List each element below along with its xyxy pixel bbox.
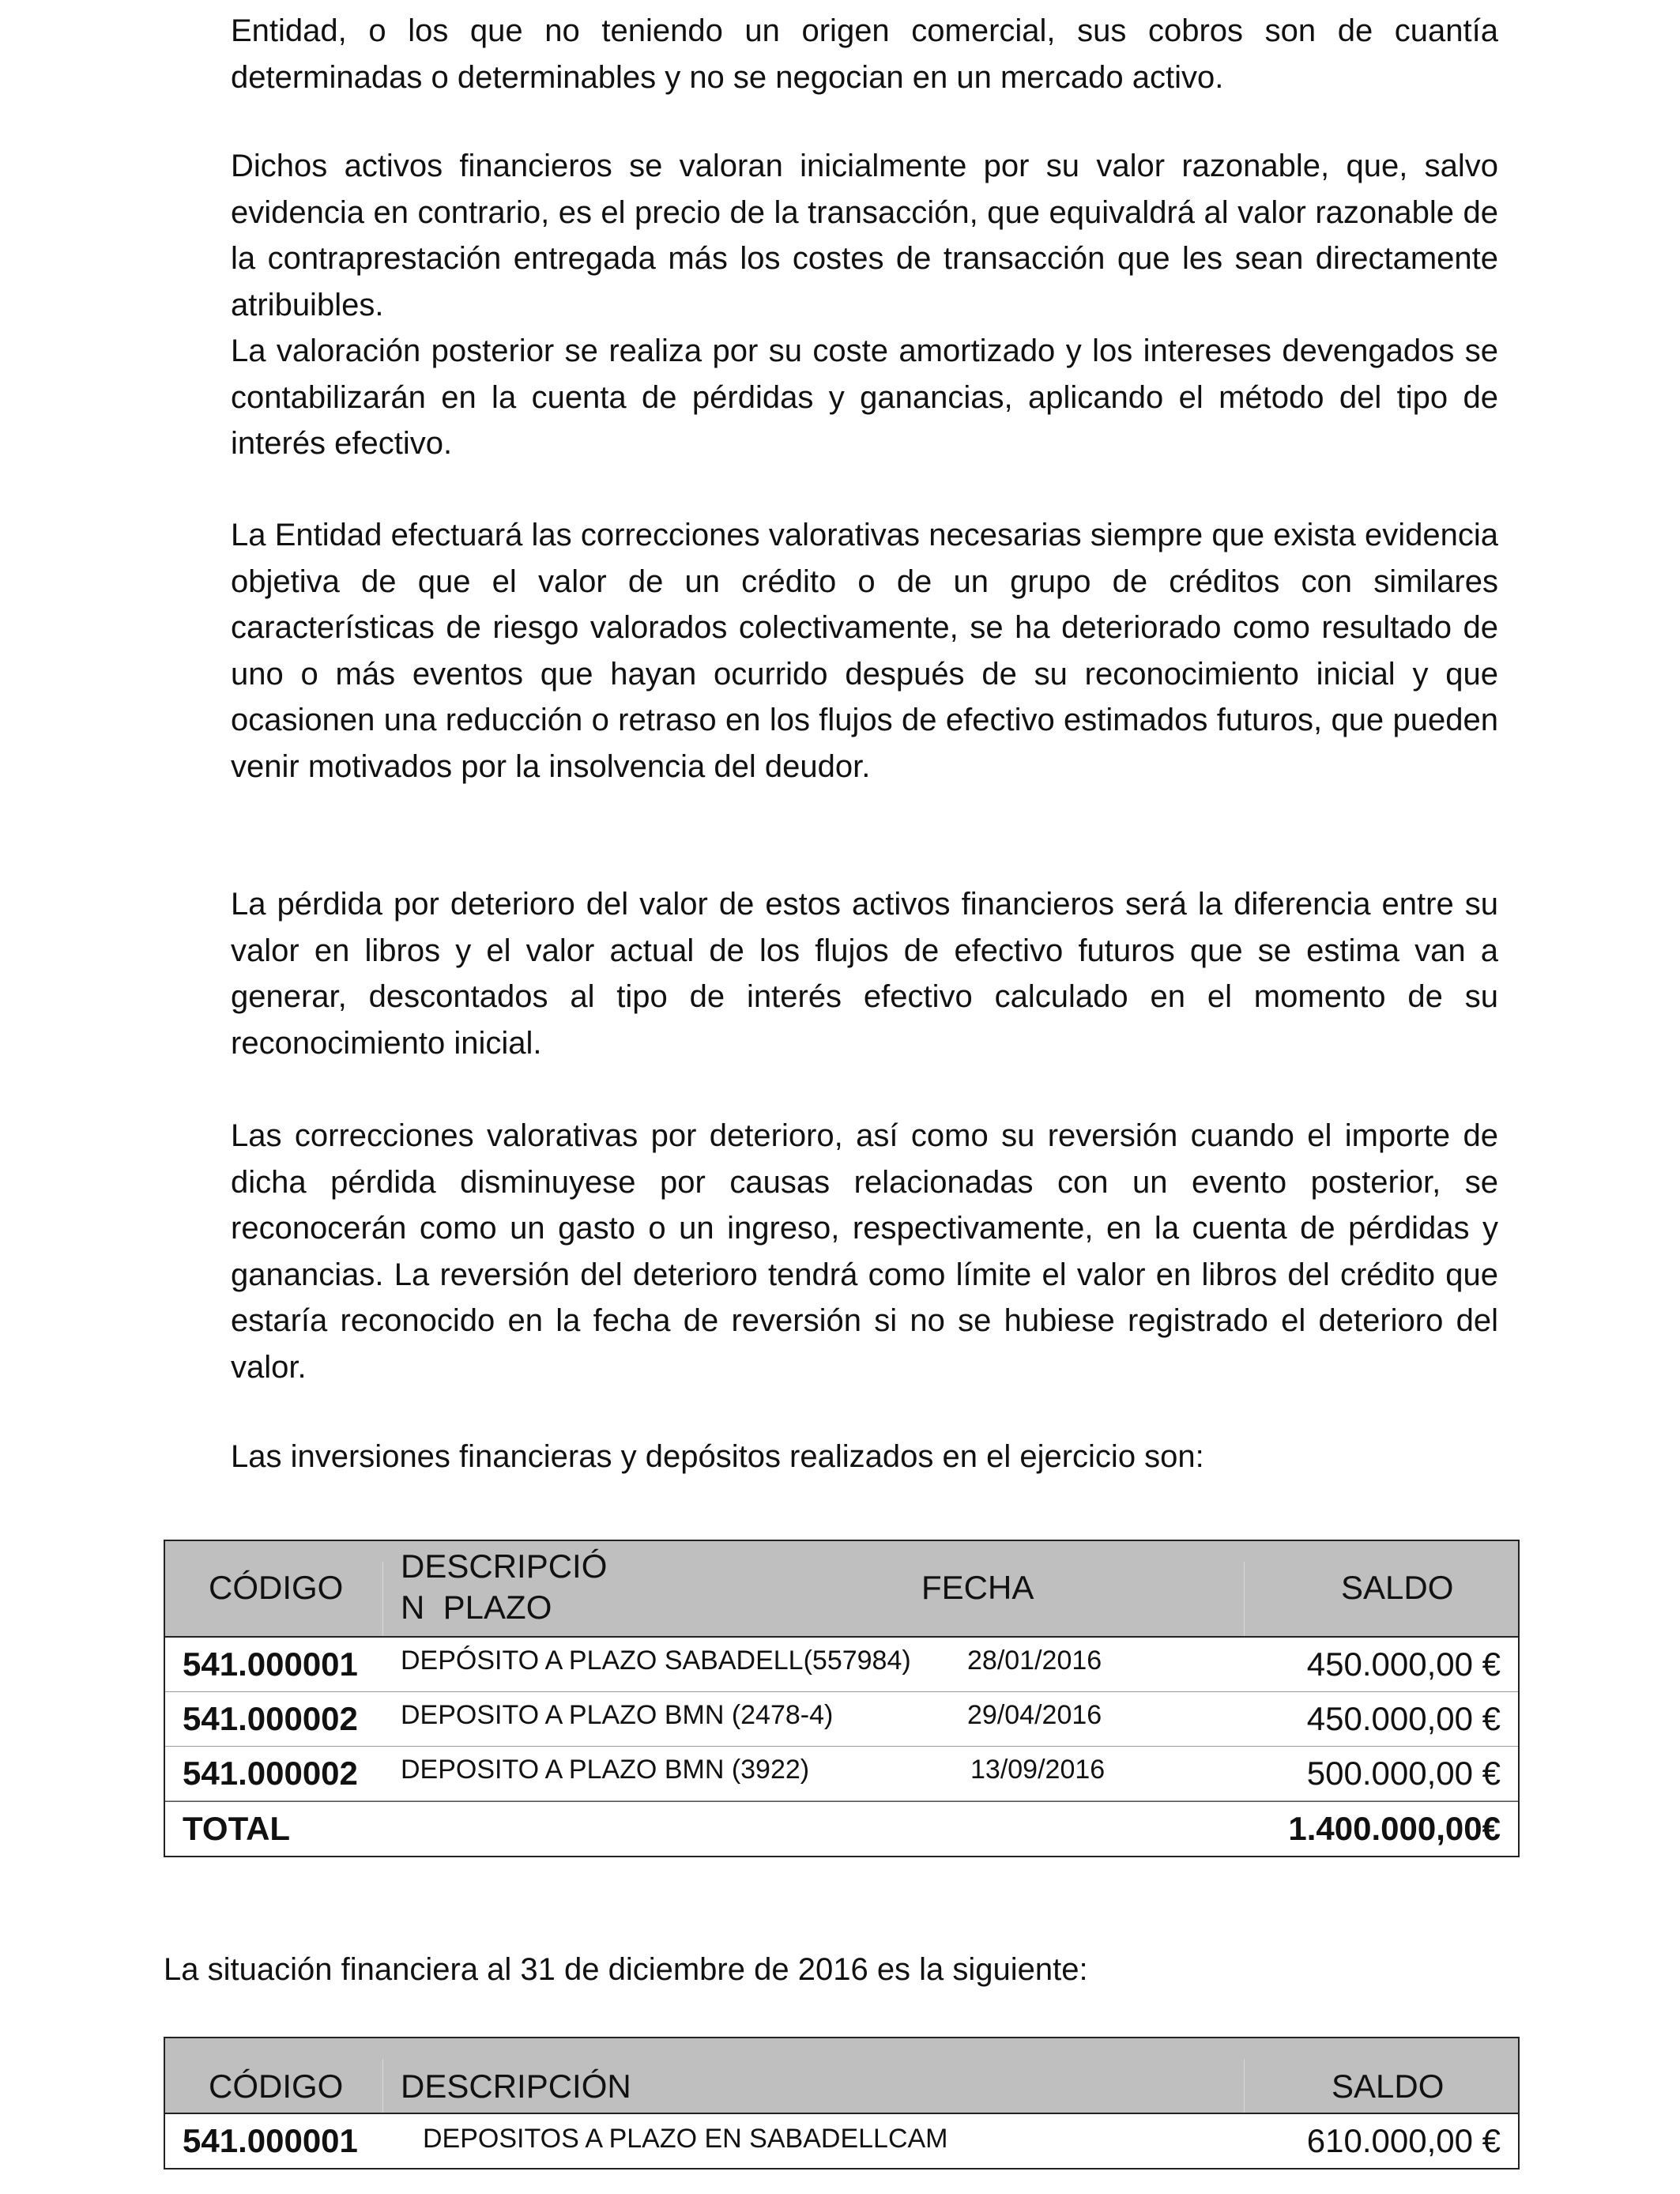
cell-saldo: 450.000,00 € [1306,1646,1501,1683]
header-code: CÓDIGO [209,1569,344,1606]
header-saldo: SALDO [1332,2068,1445,2105]
cell-saldo: 450.000,00 € [1306,1700,1501,1737]
cell-saldo: 500.000,00 € [1306,1755,1501,1792]
header-date: FECHA [921,1569,1034,1606]
cell-desc: DEPOSITO A PLAZO BMN (2478-4) [401,1700,834,1730]
investments-table [164,1540,1520,1857]
cell-code: 541.000002 [183,1700,358,1737]
cell-saldo: 610.000,00 € [1306,2122,1501,2159]
header-desc-line1: DESCRIPCIÓ [401,1547,608,1585]
cell-date: 13/09/2016 [970,1755,1106,1785]
cell-desc: DEPOSITO A PLAZO BMN (3922) [401,1755,810,1785]
paragraph-1: Entidad, o los que no teniendo un origen comercial, sus cobros son de cuantía determinadas o determinables y no se negocian en un mercado activo. [231,13,1498,95]
paragraph-7: Las inversiones financieras y depósitos realizados en el ejercicio son: [231,1439,1204,1474]
cell-code: 541.000002 [183,1755,358,1792]
cell-desc: DEPOSITOS A PLAZO EN SABADELLCAM [423,2124,948,2154]
table-header [165,2038,1518,2114]
header-desc: DESCRIPCIÓN [401,2068,631,2105]
header-code: CÓDIGO [209,2068,344,2105]
cell-date: 29/04/2016 [967,1700,1102,1730]
table-row [165,1692,1518,1747]
paragraph-5: La pérdida por deterioro del valor de estos activos financieros será la diferencia entre su valor en libros y el valor actual de los flujos de efectivo futuros que se estima van a generar, descontados al tipo de interés efectivo calculado en el momento de su reconocimiento inicial. [231,887,1498,1061]
cell-desc: DEPÓSITO A PLAZO SABADELL(557984) [401,1646,911,1676]
paragraph-2: Dichos activos financieros se valoran inicialmente por su valor razonable, que, salvo evidencia en contrario, es el precio de la transacción, que equivaldrá al valor razonable de la contraprestación entregada más los costes de transacción que les sean directamente atribuibles. [231,149,1498,322]
paragraph-6: Las correcciones valorativas por deterioro, así como su reversión cuando el importe de dicha pérdida disminuyese por causas relacionadas con un evento posterior, se reconocerán como un gasto o un ingreso, respectivamente, en la cuenta de pérdidas y ganancias. La reversión del deterioro tendrá como límite el valor en libros del crédito que estaría reconocido en la fecha de reversión si no se hubiese registrado el deterioro del valor. [231,1118,1498,1385]
paragraph-8: La situación financiera al 31 de diciembre de 2016 es la siguiente: [164,1952,1088,1987]
financial-situation-table [164,2037,1520,2169]
table-row [165,1638,1518,1692]
paragraph-3: La valoración posterior se realiza por su coste amortizado y los intereses devengados se contabilizarán en la cuenta de pérdidas y ganancias, aplicando el método del tipo de interés efectivo. [231,334,1498,461]
table-row [165,1747,1518,1801]
table-row [165,2114,1518,2168]
cell-code: 541.000001 [183,2122,358,2159]
paragraph-4: La Entidad efectuará las correcciones valorativas necesarias siempre que exista evidencia objetiva de que el valor de un crédito o de un grupo de créditos con similares características de riesgo valorados colectivamente, se ha deteriorado como resultado de uno o más eventos que hayan ocurrido después de su reconocimiento inicial y que ocasionen una reducción o retraso en los flujos de efectivo estimados futuros, que pueden venir motivados por la insolvencia del deudor. [231,518,1498,784]
header-desc-line2: N PLAZO [401,1589,552,1626]
total-saldo: 1.400.000,00€ [1288,1810,1501,1847]
total-label: TOTAL [183,1810,291,1847]
cell-date: 28/01/2016 [967,1646,1102,1676]
table-total-row [165,1801,1518,1856]
table-header [165,1541,1518,1638]
cell-code: 541.000001 [183,1646,358,1683]
header-saldo: SALDO [1341,1569,1454,1606]
